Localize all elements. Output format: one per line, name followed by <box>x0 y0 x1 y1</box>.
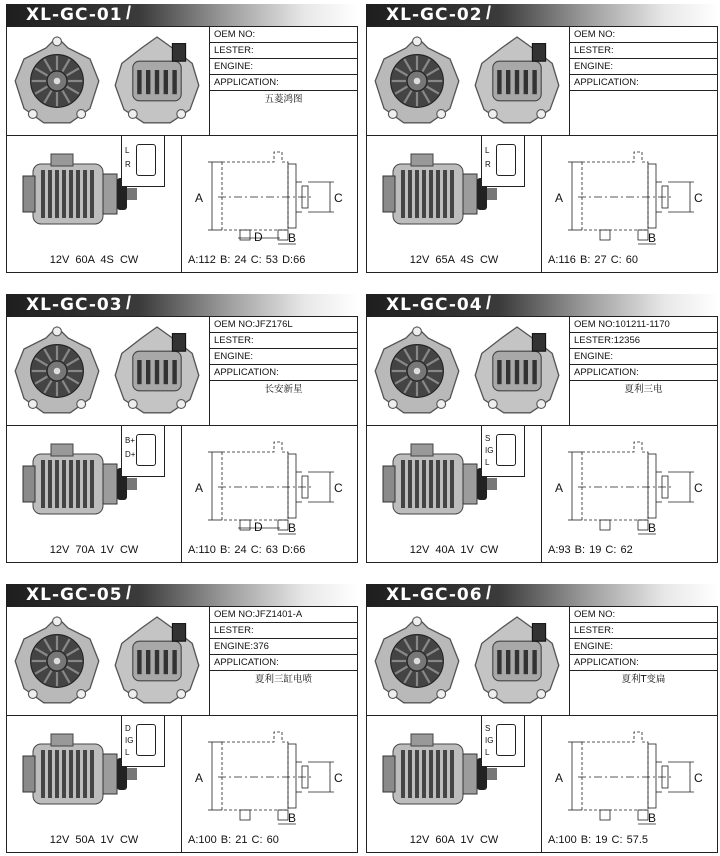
product-card <box>6 4 358 272</box>
connector-label: D <box>125 724 131 733</box>
header-slash: / <box>486 293 492 313</box>
rotation: CW <box>119 254 139 266</box>
electrical-specs <box>7 544 181 556</box>
front-view-image <box>375 617 459 703</box>
pulley: 4S <box>100 254 114 266</box>
oem-value: 101211-1170 <box>615 319 670 330</box>
application-row: APPLICATION: <box>570 365 717 381</box>
front-view-image <box>15 327 99 413</box>
voltage: 12V <box>49 544 70 556</box>
electrical-specs <box>367 544 541 556</box>
application-row: APPLICATION: <box>570 655 717 671</box>
connector-label: L <box>125 748 130 757</box>
oem-value: JFZ1401-A <box>255 609 303 620</box>
dim-letter-b: B <box>288 231 297 245</box>
dim-letter-a: A <box>555 481 564 495</box>
amperage: 40A <box>435 544 455 556</box>
card-header <box>6 294 358 316</box>
application-value: 夏利三缸电喷 <box>254 674 312 685</box>
side-view <box>7 426 182 562</box>
engine-row: ENGINE: <box>570 59 717 75</box>
voltage: 12V <box>409 544 430 556</box>
card-body <box>366 606 718 853</box>
rear-view-image <box>115 617 199 703</box>
connector-diagram <box>481 716 525 767</box>
dimensions: A:116 B: 27 C: 60 <box>548 254 639 266</box>
rotation: CW <box>119 834 139 846</box>
amperage: 65A <box>435 254 455 266</box>
card-body <box>6 606 358 853</box>
product-photos <box>7 607 210 716</box>
dimension-drawing <box>542 716 717 852</box>
application-row: APPLICATION: <box>210 75 357 91</box>
engine-row: ENGINE: <box>210 59 357 75</box>
voltage: 12V <box>409 834 430 846</box>
product-card <box>6 584 358 852</box>
card-header <box>366 584 718 606</box>
electrical-specs <box>367 254 541 266</box>
electrical-specs <box>7 834 181 846</box>
spec-table <box>210 27 357 136</box>
pulley: 4S <box>460 254 474 266</box>
connector-label: L <box>485 458 490 467</box>
amperage: 60A <box>75 254 95 266</box>
dim-letter-d: D <box>254 520 263 534</box>
rear-view-image <box>475 617 559 703</box>
dimension-drawing <box>182 426 357 562</box>
connector-label: L <box>125 146 130 155</box>
front-view-image <box>375 327 459 413</box>
spec-table <box>570 607 717 716</box>
dimensions: A:100 B: 21 C: 60 <box>188 834 279 846</box>
dim-letter-c: C <box>694 481 703 495</box>
connector-label: R <box>485 160 491 169</box>
model-number: XL-GC-02 <box>386 5 483 25</box>
dimensions: A:93 B: 19 C: 62 <box>548 544 633 556</box>
pulley: 1V <box>100 544 114 556</box>
product-photos <box>367 27 570 136</box>
model-number: XL-GC-01 <box>26 5 123 25</box>
header-slash: / <box>126 293 132 313</box>
dimension-drawing <box>182 136 357 272</box>
dimension-drawing <box>542 426 717 562</box>
connector-label: S <box>485 434 491 443</box>
application-value: 长安新星 <box>264 384 303 395</box>
model-number: XL-GC-05 <box>26 585 123 605</box>
product-photos <box>7 317 210 426</box>
oem-value: JFZ176L <box>255 319 293 330</box>
connector-label: D+ <box>125 450 136 459</box>
model-number: XL-GC-03 <box>26 295 123 315</box>
spec-table <box>210 317 357 426</box>
oem-row: OEM NO: <box>210 27 357 43</box>
dimensions: A:100 B: 19 C: 57.5 <box>548 834 649 846</box>
application-row: APPLICATION: <box>210 365 357 381</box>
product-photos <box>7 27 210 136</box>
voltage: 12V <box>49 834 70 846</box>
product-card <box>366 584 718 852</box>
voltage: 12V <box>409 254 430 266</box>
connector-diagram <box>121 136 165 187</box>
card-body <box>366 26 718 273</box>
spec-table <box>570 27 717 136</box>
header-slash: / <box>126 3 132 23</box>
dim-letter-a: A <box>195 191 204 205</box>
connector-label: IG <box>485 736 494 745</box>
model-number: XL-GC-06 <box>386 585 483 605</box>
pulley: 1V <box>460 544 474 556</box>
rear-view-image <box>115 37 199 123</box>
card-body <box>6 26 358 273</box>
oem-row: OEM NO:JFZ176L <box>210 317 357 333</box>
dim-letter-c: C <box>334 771 343 785</box>
electrical-specs <box>7 254 181 266</box>
application-value: 夏利T变扁 <box>621 674 666 685</box>
card-header <box>366 294 718 316</box>
oem-row: OEM NO: <box>570 27 717 43</box>
dim-letter-a: A <box>555 191 564 205</box>
oem-row: OEM NO:JFZ1401-A <box>210 607 357 623</box>
spec-table <box>570 317 717 426</box>
rotation: CW <box>479 254 499 266</box>
header-slash: / <box>486 3 492 23</box>
product-photos <box>367 607 570 716</box>
connector-diagram <box>121 716 165 767</box>
product-photos <box>367 317 570 426</box>
lester-row: LESTER: <box>570 43 717 59</box>
dim-letter-a: A <box>555 771 564 785</box>
connector-label: L <box>485 146 490 155</box>
model-number: XL-GC-04 <box>386 295 483 315</box>
application-row: APPLICATION: <box>210 655 357 671</box>
dim-letter-b: B <box>648 231 657 245</box>
connector-label: S <box>485 724 491 733</box>
dimensions: A:110 B: 24 C: 63 D:66 <box>188 544 306 556</box>
connector-diagram <box>481 136 525 187</box>
engine-row: ENGINE:376 <box>210 639 357 655</box>
rear-view-image <box>115 327 199 413</box>
dim-letter-b: B <box>288 521 297 535</box>
dim-letter-a: A <box>195 481 204 495</box>
front-view-image <box>375 37 459 123</box>
side-view <box>7 716 182 852</box>
amperage: 70A <box>75 544 95 556</box>
lester-row: LESTER: <box>210 333 357 349</box>
card-body <box>6 316 358 563</box>
pulley: 1V <box>460 834 474 846</box>
engine-row: ENGINE: <box>570 639 717 655</box>
rotation: CW <box>479 544 499 556</box>
connector-diagram <box>121 426 165 477</box>
header-slash: / <box>486 583 492 603</box>
connector-label: L <box>485 748 490 757</box>
side-view <box>7 136 182 272</box>
connector-label: IG <box>125 736 134 745</box>
pulley: 1V <box>100 834 114 846</box>
dim-letter-c: C <box>694 191 703 205</box>
side-view <box>367 716 542 852</box>
dim-letter-c: C <box>334 481 343 495</box>
lester-row: LESTER: <box>210 623 357 639</box>
lester-value: 12356 <box>613 335 641 346</box>
oem-row: OEM NO:101211-1170 <box>570 317 717 333</box>
lester-row: LESTER: <box>570 623 717 639</box>
product-card <box>366 4 718 272</box>
card-header <box>366 4 718 26</box>
engine-value: 376 <box>253 641 269 652</box>
dim-letter-a: A <box>195 771 204 785</box>
oem-row: OEM NO: <box>570 607 717 623</box>
voltage: 12V <box>49 254 70 266</box>
dim-letter-d: D <box>254 230 263 244</box>
lester-row: LESTER: <box>210 43 357 59</box>
dimensions: A:112 B: 24 C: 53 D:66 <box>188 254 306 266</box>
connector-diagram <box>481 426 525 477</box>
card-header <box>6 4 358 26</box>
side-view <box>367 136 542 272</box>
application-value: 夏利三电 <box>624 384 663 395</box>
engine-row: ENGINE: <box>210 349 357 365</box>
rear-view-image <box>475 37 559 123</box>
electrical-specs <box>367 834 541 846</box>
dimension-drawing <box>182 716 357 852</box>
application-value: 五菱鸿图 <box>264 94 303 105</box>
dim-letter-b: B <box>648 811 657 825</box>
connector-label: R <box>125 160 131 169</box>
dimension-drawing <box>542 136 717 272</box>
dim-letter-c: C <box>694 771 703 785</box>
rotation: CW <box>119 544 139 556</box>
product-card <box>6 294 358 562</box>
side-view <box>367 426 542 562</box>
lester-row: LESTER:12356 <box>570 333 717 349</box>
amperage: 60A <box>435 834 455 846</box>
product-card <box>366 294 718 562</box>
front-view-image <box>15 617 99 703</box>
amperage: 50A <box>75 834 95 846</box>
connector-label: B+ <box>125 436 136 445</box>
front-view-image <box>15 37 99 123</box>
card-body <box>366 316 718 563</box>
dim-letter-b: B <box>648 521 657 535</box>
connector-label: IG <box>485 446 494 455</box>
rotation: CW <box>479 834 499 846</box>
dim-letter-c: C <box>334 191 343 205</box>
engine-row: ENGINE: <box>570 349 717 365</box>
spec-table <box>210 607 357 716</box>
header-slash: / <box>126 583 132 603</box>
application-row: APPLICATION: <box>570 75 717 91</box>
card-header <box>6 584 358 606</box>
rear-view-image <box>475 327 559 413</box>
dim-letter-b: B <box>288 811 297 825</box>
